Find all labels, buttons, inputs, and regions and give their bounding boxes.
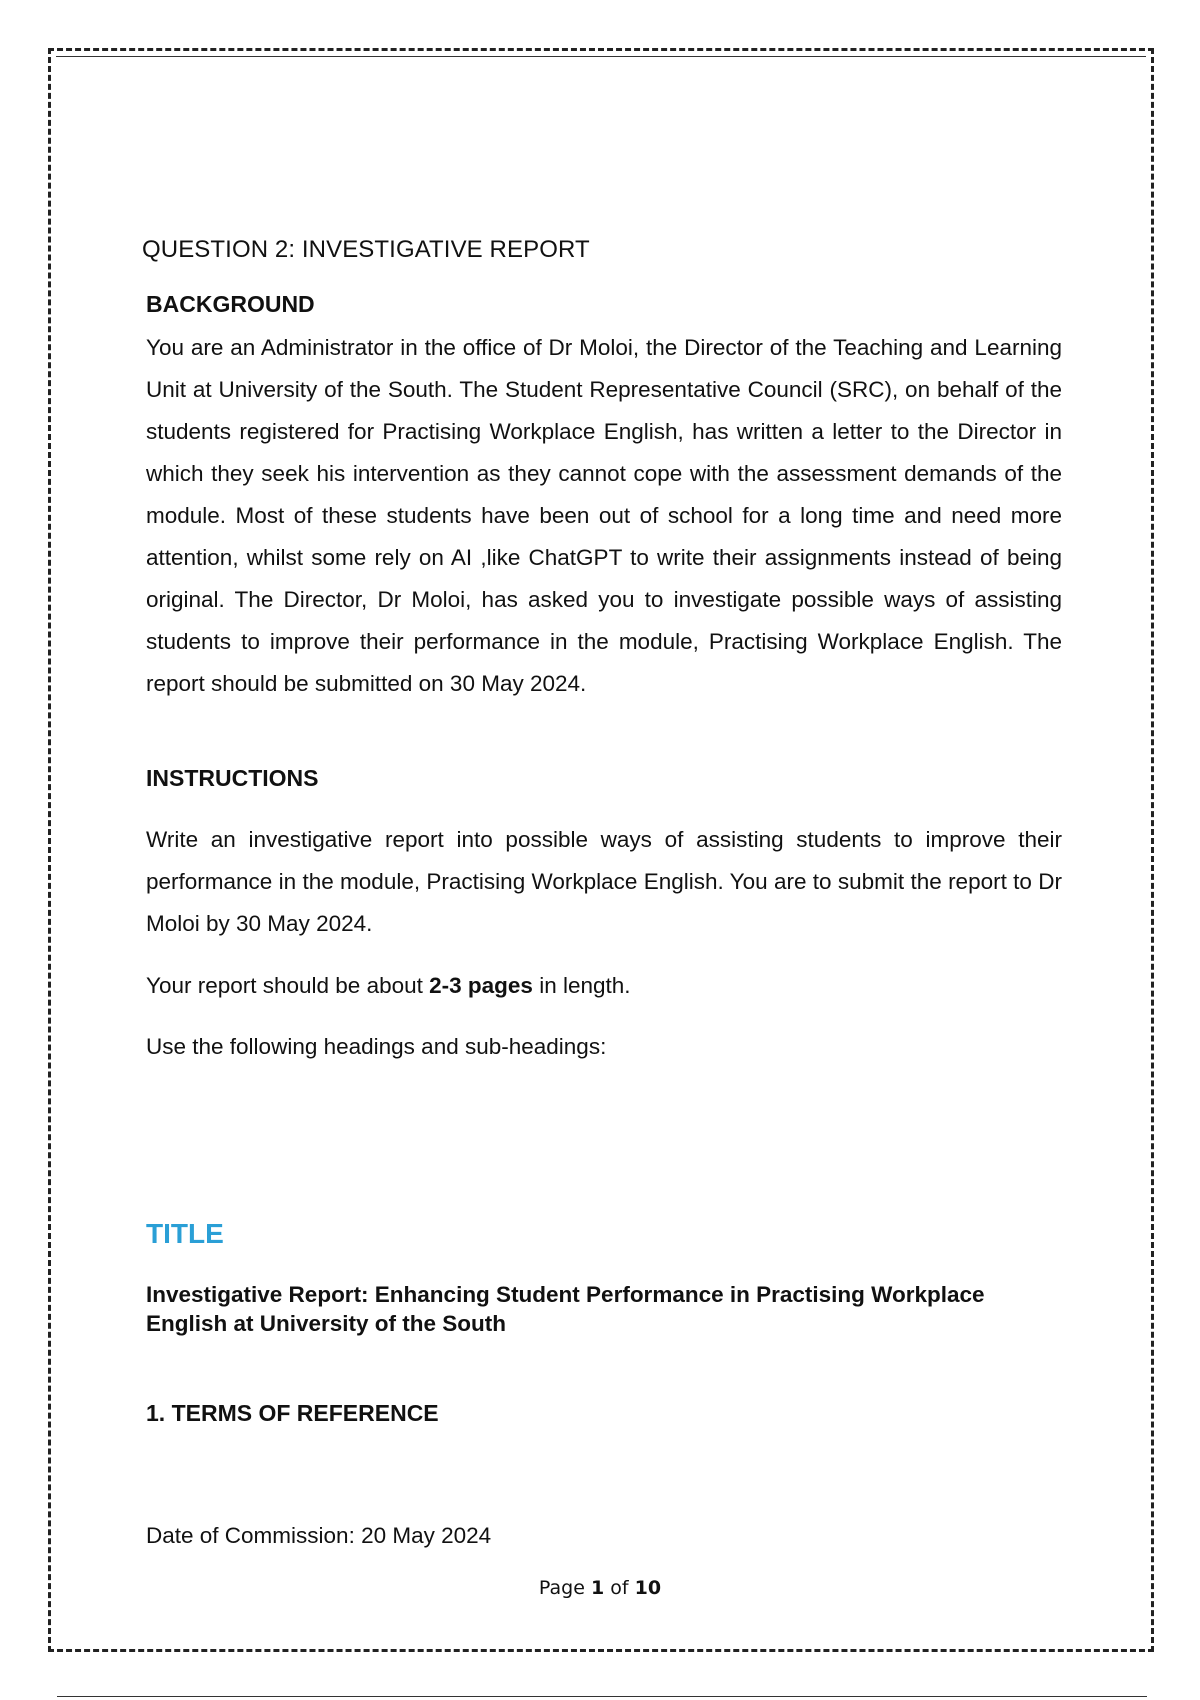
- background-heading: BACKGROUND: [146, 291, 315, 317]
- footer-page-word: Page: [538, 1577, 585, 1599]
- question-title: QUESTION 2: INVESTIGATIVE REPORT: [142, 236, 590, 263]
- title-label: TITLE: [146, 1218, 224, 1249]
- date-of-commission: Date of Commission: 20 May 2024: [146, 1523, 492, 1548]
- report-length-line: [146, 973, 631, 999]
- length-value: 2-3 pages: [429, 973, 533, 998]
- length-prefix: Your report should be about: [146, 973, 430, 998]
- footer-total-pages: 10: [634, 1577, 662, 1599]
- background-paragraph: You are an Administrator in the office of Dr Moloi, the Director of the Teaching and Learning Unit at University of the South. The Student Representative Council (SRC), on behalf of the students registered for Practising Workplace English, has written a letter to the Director in which they seek his intervention as they cannot cope with the assessment demands of the module. Most of these students have been out of school for a long time and need more attention, whilst some rely on AI ,like ChatGPT to write their assignments instead of being original. The Director, Dr Moloi, has asked you to investigate possible ways of assisting students to improve their performance in the module, Practising Workplace English. The report should be submitted on 30 May 2024.: [146, 335, 1062, 696]
- page-footer: [0, 1577, 1200, 1599]
- instructions-paragraph: Write an investigative report into possible ways of assisting students to improve their performance in the module, Practising Workplace English. You are to submit the report to Dr Moloi by 30 May 2024.: [146, 827, 1062, 936]
- length-suffix: in length.: [532, 973, 631, 998]
- headings-instruction: Use the following headings and sub-headings:: [146, 1034, 607, 1059]
- bottom-rule: [57, 1696, 1147, 1697]
- report-title: Investigative Report: Enhancing Student Performance in Practising Workplace English at University of the South: [146, 1282, 985, 1336]
- footer-of-word: of: [610, 1577, 629, 1599]
- footer-current-page: 1: [590, 1577, 605, 1599]
- terms-of-reference-heading: 1. TERMS OF REFERENCE: [146, 1400, 439, 1426]
- instructions-heading: INSTRUCTIONS: [146, 765, 319, 791]
